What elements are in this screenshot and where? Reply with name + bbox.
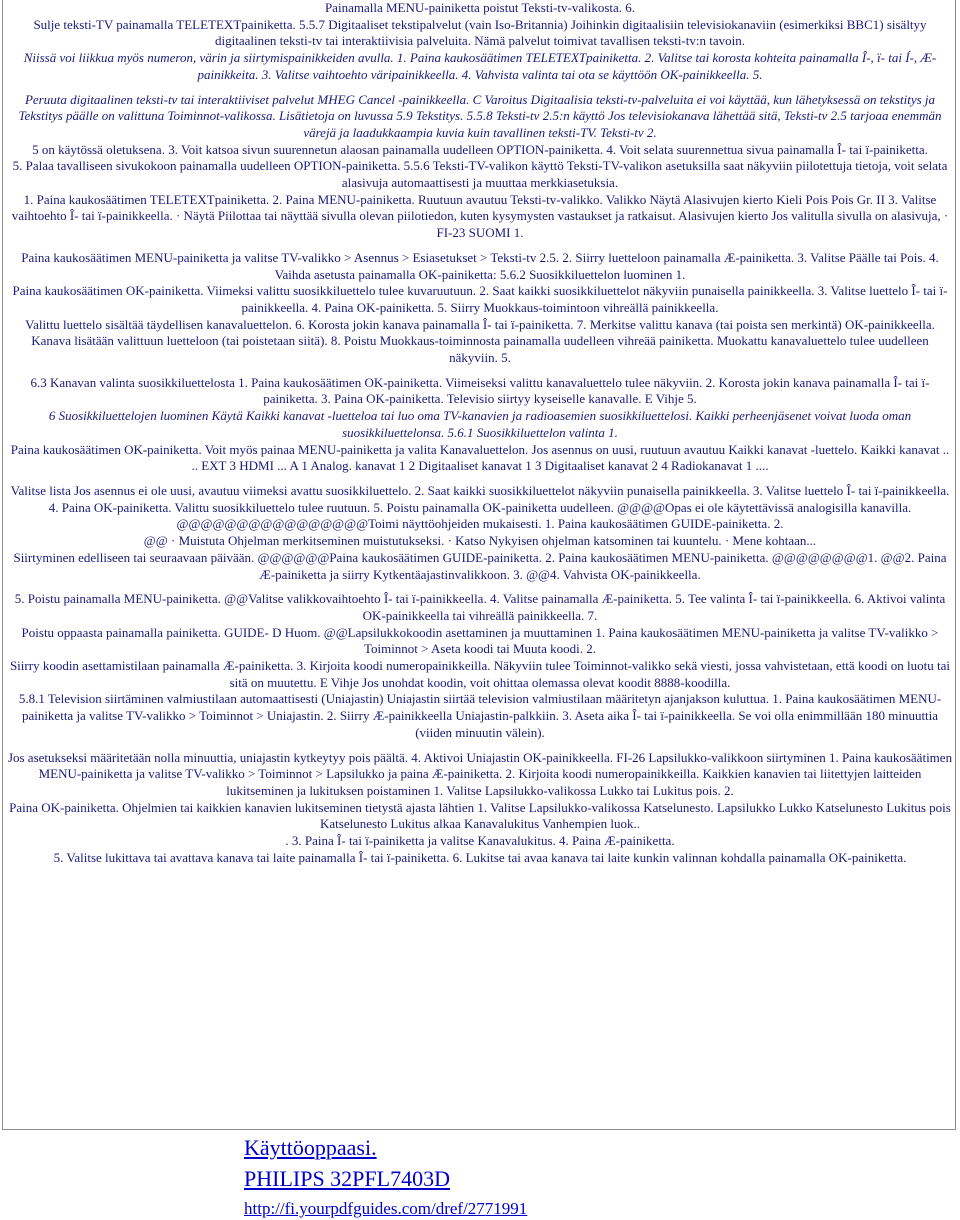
paragraph-9: Paina kaukosäätimen OK-painiketta. Viimeksi valittu suosikkiluettelo tulee kuvaruutuun. 2. Saat kaikki suosikkiluettelot näkyviin punaisella painikkeella. 3. Valitse luettelo Î- tai ï-painikkeella. 4. Paina OK-painiketta. 5. Siirry Muokkaus-toimintoon vihreällä painikkeella.: [12, 283, 948, 315]
paragraph-21: 5.8.1 Television siirtäminen valmiustilaan automaattisesti (Uniajastin) Uniajastin siirtää television valmiustilaan määritetyn ajanjakson kuluttua. 1. Paina kaukosäätimen MENU-painiketta ja valitse TV-valikko > Toiminnot > Uniajastin. 2. Siirry Æ-painikkeella Uniajastin-palkkiin. 3. Aseta aika Î- tai ï-painikkeella. Se voi olla enimmillään 180 minuuttia (viiden minuutin välein).: [18, 691, 942, 740]
paragraph-23: Paina OK-painiketta. Ohjelmien tai kaikkien kanavien lukitseminen tietystä ajasta lähtien 1. Valitse Lapsilukko-valikossa Katselunesto. Lapsilukko Lukko Katselunesto Lukitus pois Katselunesto Lukitus alkaa Kanavalukitus Vanhempien luok..: [9, 799, 951, 832]
paragraph-13: Paina kaukosäätimen OK-painiketta. Voit myös painaa MENU-painiketta ja valita Kanavaluettelon. Jos asennus on uusi, ruutuun avautuu Kaikki kanavat -luettelo. Kaikki kanavat ..: [10, 441, 950, 457]
paragraph-7: 1. Paina kaukosäätimen TELETEXTpainiketta. 2. Paina MENU-painiketta. Ruutuun avautuu Teksti-tv-valikko. Valikko Näytä Alasivujen kierto Kieli Pois Pois Gr. II 3. Valitse vaihtoehto Î- tai ï-painikkeella. · Näytä Piilottaa tai näyttää sivulla olevan piilotiedon, kuten kysymysten vastaukset ja ratkaisut. Alasivujen kierto Jos valitulla sivulla on alasivuja, · FI-23 SUOMI 1.: [11, 191, 949, 241]
paragraph-6: 5. Palaa tavalliseen sivukokoon painamalla uudelleen OPTION-painiketta. 5.5.6 Teksti-TV-valikon käyttö Teksti-TV-valikon asetuksilla saat näkyviin piilotettuja tietoja, voit selata alasivuja automaattisesti ja muuttaa merkkiasetuksia.: [12, 158, 948, 191]
paragraph-18: 5. Poistu painamalla MENU-painiketta. @@Valitse valikkovaihtoehto Î- tai ï-painikkeella. 4. Valitse painamalla Æ-painiketta. 5. Tee valinta Î- tai ï-painikkeella. 6. Aktivoi valinta OK-painikkeella tai vihreällä painikkeella. 7.: [14, 591, 946, 623]
paragraph-11: 6.3 Kanavan valinta suosikkiluettelosta 1. Paina kaukosäätimen OK-painiketta. Viimeiseksi valittu kanavaluettelo tulee näkyviin. 2. Korosta jokin kanava painamalla Î- tai ï-painiketta. 3. Paina OK-painiketta. Televisio siirtyy kyseiselle kanavalle. E Vihje 5.: [30, 374, 930, 407]
paragraph-1: Painamalla MENU-painiketta poistut Teksti-tv-valikosta. 6.: [324, 0, 636, 15]
footer-links: [244, 1132, 527, 1220]
paragraph-3: Niissä voi liikkua myös numeron, värin ja siirtymispainikkeiden avulla. 1. Paina kaukosäätimen TELETEXTpainiketta. 2. Valitse tai korosta kohteita painamalla Î-, ï- tai Í-, Æ-painikkeita. 3. Valitse vaihtoehto väripainikkeella. 4. Vahvista valinta tai ota se käyttöön OK-painikkeella. 5.: [23, 50, 937, 82]
paragraph-25: 5. Valitse lukittava tai avattava kanava tai laite painamalla Î- tai ï-painiketta. 6. Lukitse tai avaa kanava tai laite kunkin valinnan kohdalla painamalla OK-painiketta.: [53, 849, 907, 865]
paragraph-24: . 3. Paina Î- tai ï-painiketta ja valitse Kanavalukitus. 4. Paina Æ-painiketta.: [285, 833, 675, 849]
paragraph-22: Jos asetukseksi määritetään nolla minuuttia, uniajastin kytkeytyy pois päältä. 4. Aktivoi Uniajastin OK-painikkeella. FI-26 Lapsilukko-valikkoon siirtyminen 1. Paina kaukosäätimen MENU-painiketta ja valitse TV-valikko > Toiminnot > Lapsilukko ja paina Æ-painiketta. 2. Kirjoita koodi numeropainikkeilla. Kaikkien kanavien tai liitettyjen laitteiden lukitseminen ja lukituksen poistaminen 1. Valitse Lapsilukko-valikossa Lukko tai Lukitus pois. 2.: [7, 749, 953, 798]
paragraph-19: Poistu oppaasta painamalla painiketta. GUIDE- D Huom. @@Lapsilukkokoodin asettaminen ja muuttaminen 1. Paina kaukosäätimen MENU-painiketta ja valitse TV-valikko > Toiminnot > Aseta koodi tai Muuta koodi. 2.: [21, 624, 939, 657]
paragraph-5: 5 on käytössä oletuksena. 3. Voit katsoa sivun suurennetun alaosan painamalla uudelleen OPTION-painiketta. 4. Voit selata suurennettua sivua painamalla Î- tai ï-painiketta.: [32, 141, 928, 157]
source-url-link[interactable]: http://fi.yourpdfguides.com/dref/2771991: [244, 1199, 528, 1218]
paragraph-12: 6 Suosikkiluettelojen luominen Käytä Kaikki kanavat -luetteloa tai luo oma TV-kanavien ja radioasemien suosikkiluettelosi. Kaikki perheenjäsenet voivat luoda oman suosikkiluettelonsa. 5.6.1 Suosikkiluettelon valinta 1.: [48, 408, 912, 440]
manual-link[interactable]: Käyttöoppaasi.: [244, 1135, 377, 1160]
paragraph-10: Valittu luettelo sisältää täydellisen kanavaluettelon. 6. Korosta jokin kanava painamalla Î- tai ï-painiketta. 7. Merkitse valittu kanava (tai poista sen merkintä) OK-painikkeella. Kanava lisätään valittuun luetteloon (tai poistetaan siitä). 8. Poistu Muokkaus-toiminnosta painamalla uudelleen vihreää painiketta. Muokattu kanavaluettelo tulee uudelleen näkyviin. 5.: [25, 316, 935, 366]
paragraph-2: Sulje teksti-TV painamalla TELETEXTpainiketta. 5.5.7 Digitaaliset tekstipalvelut (vain Iso-Britannia) Joihinkin digitaalisiin televisiokanaviin (esimerkiksi BBC1) sisältyy digitaalinen teksti-tv tai interaktiivisia palveluita. Nämä palvelut toimivat tavallisen teksti-tv:n tavoin.: [33, 16, 927, 49]
paragraph-20: Siirry koodin asettamistilaan painamalla Æ-painiketta. 3. Kirjoita koodi numeropainikkeilla. Näkyviin tulee Toiminnot-valikko sekä viesti, jossa vahvistetaan, että koodi on luotu tai sitä on muutettu. E Vihje Jos unohdat koodin, voit ohittaa olemassa olevat koodit 8888-koodilla.: [9, 658, 951, 690]
paragraph-17: Siirtyminen edelliseen tai seuraavaan päivään. @@@@@@Paina kaukosäätimen GUIDE-painiketta. 2. Paina kaukosäätimen MENU-painiketta. @@@@@@@@1. @@2. Paina Æ-painiketta ja siirry Kytkentäajastinvalikkoon. 3. @@4. Vahvista OK-painikkeella.: [13, 549, 947, 582]
paragraph-14: .. EXT 3 HDMI ... A 1 Analog. kanavat 1 2 Digitaaliset kanavat 1 3 Digitaaliset kanavat 2 4 Radiokanavat 1 ....: [191, 458, 769, 474]
paragraph-16: @@ · Muistuta Ohjelman merkitseminen muistutukseksi. · Katso Nykyisen ohjelman katsominen tai kuuntelu. · Mene kohtaan...: [143, 533, 817, 549]
paragraph-15: Valitse lista Jos asennus ei ole uusi, avautuu viimeksi avattu suosikkiluettelo. 2. Saat kaikki suosikkiluettelot näkyviin punaisella painikkeella. 3. Valitse luettelo Î- tai ï-painikkeella. 4. Paina OK-painiketta. Valittu suosikkiluettelo tulee ruutuun. 5. Poistu painamalla OK-painiketta uudelleen. @@@@Opas ei ole käytettävissä analogisilla kanavilla. @@@@@@@@@@@@@@@@Toimi näyttöohjeiden mukaisesti. 1. Paina kaukosäätimen GUIDE-painiketta. 2.: [10, 482, 950, 532]
model-link[interactable]: PHILIPS 32PFL7403D: [244, 1166, 450, 1191]
paragraph-8: Paina kaukosäätimen MENU-painiketta ja valitse TV-valikko > Asennus > Esiasetukset > Teksti-tv 2.5. 2. Siirry luetteloon painamalla Æ-painiketta. 3. Valitse Päälle tai Pois. 4. Vaihda asetusta painamalla OK-painiketta: 5.6.2 Suosikkiluettelon luominen 1.: [21, 249, 939, 282]
paragraph-4: Peruuta digitaalinen teksti-tv tai interaktiiviset palvelut MHEG Cancel -painikkeella. C Varoitus Digitaalisia teksti-tv-palveluita ei voi käyttää, kun lähetyksessä on tekstitys ja Tekstitys päälle on valittuna Toiminnot-valikossa. Lisätietoja on luvussa 5.9 Tekstitys. 5.5.8 Teksti-tv 2.5:n käyttö Jos televisiokanava lähettää sitä, Teksti-tv 2.5 tarjoaa enemmän värejä ja laadukkaampia kuvia kuin tavallinen teksti-TV. Teksti-tv 2.: [18, 91, 942, 140]
